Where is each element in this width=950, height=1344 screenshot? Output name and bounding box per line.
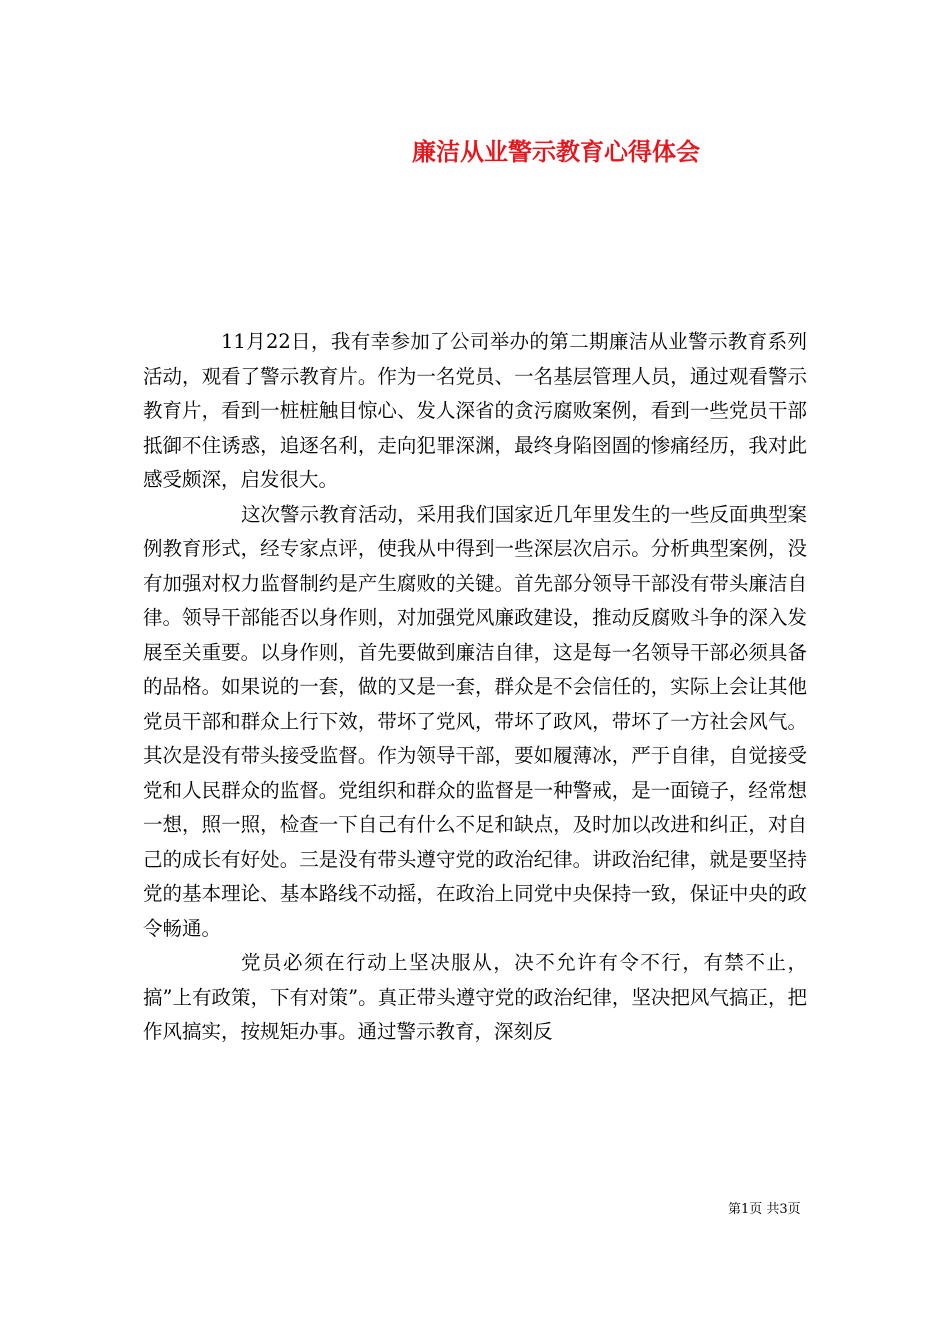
paragraph-1: 11月22日，我有幸参加了公司举办的第二期廉洁从业警示教育系列活动，观看了警示教育片。作为一名党员、一名基层管理人员，通过观看警示教育片，看到一桩桩触目惊心、发人深省的贪污腐败案例，看到一些党员干部抵御不住诱惑，追逐名利，走向犯罪深渊，最终身陷囹圄的惨痛经历，我对此感受颇深，启发很大。 [143,330,807,491]
document-body [143,325,807,1050]
paragraph-2: 这次警示教育活动，采用我们国家近几年里发生的一些反面典型案例教育形式，经专家点评，使我从中得到一些深层次启示。分析典型案例，没有加强对权力监督制约是产生腐败的关键。首先部分领导干部没有带头廉洁自律。领导干部能否以身作则，对加强党风廉政建设，推动反腐败斗争的深入发展至关重要。以身作则，首先要做到廉洁自律，这是每一名领导干部必须具备的品格。如果说的一套，做的又是一套，群众是不会信任的，实际上会让其他党员干部和群众上行下效，带坏了党风，带坏了政风，带坏了一方社会风气。其次是没有带头接受监督。作为领导干部，要如履薄冰，严于自律，自觉接受党和人民群众的监督。党组织和群众的监督是一种警戒，是一面镜子，经常想一想，照一照，检查一下自己有什么不足和缺点，及时加以改进和纠正，对自己的成长有好处。三是没有带头遵守党的政治纪律。讲政治纪律，就是要坚持党的基本理论、基本路线不动摇，在政治上同党中央保持一致，保证中央的政令畅通。 [143,502,807,940]
page-number-footer: 第1页 共3页 [728,1202,801,1217]
paragraph-3: 党员必须在行动上坚决服从，决不允许有令不行，有禁不止，搞”上有政策，下有对策”。真正带头遵守党的政治纪律，坚决把风气搞正，把作风搞实，按规矩办事。通过警示教育，深刻反 [143,951,807,1043]
document-title: 廉洁从业警示教育心得体会 [412,137,700,166]
